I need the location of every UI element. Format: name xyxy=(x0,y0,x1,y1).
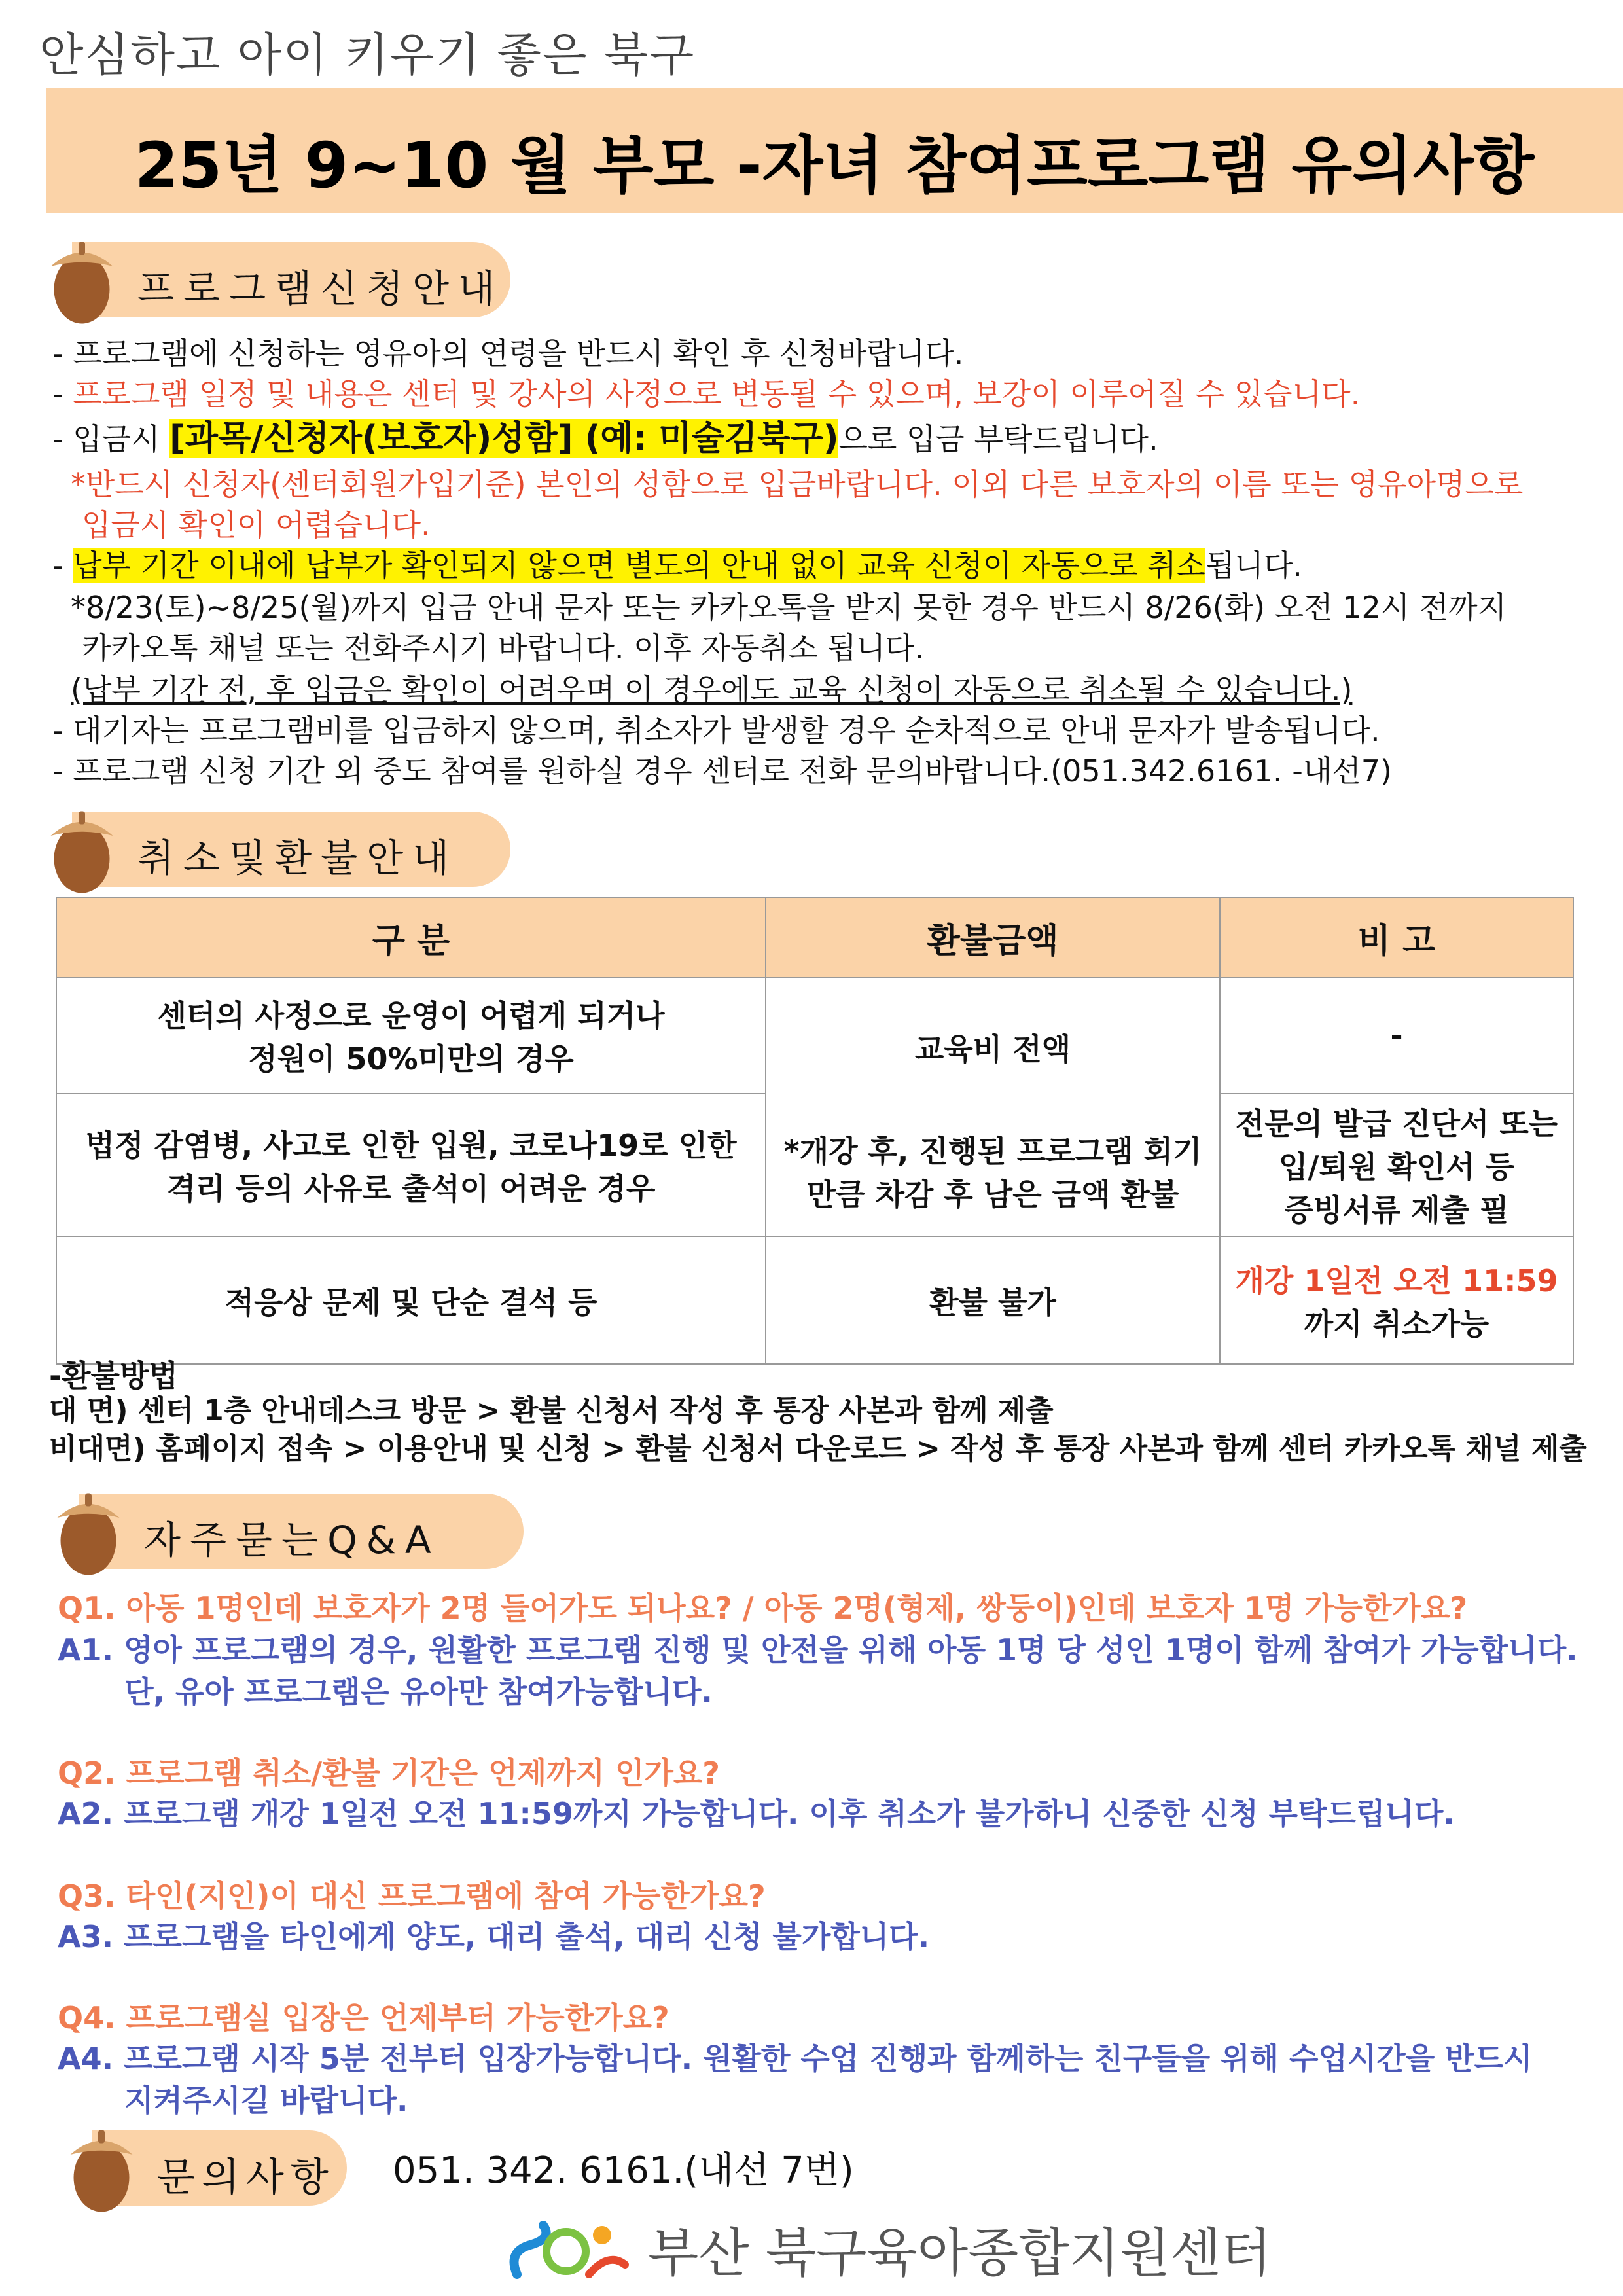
table-row xyxy=(56,977,1573,1094)
acorn-icon xyxy=(39,230,124,329)
table-cell: 센터의 사정으로 운영이 어렵게 되거나 정원이 50%미만의 경우 xyxy=(56,977,766,1094)
section-header-contact xyxy=(92,2130,347,2206)
section-title: 문의사항 xyxy=(157,2155,335,2200)
section-header-refund xyxy=(72,812,510,887)
apply-line-11: - 프로그램 신청 기간 외 중도 참여를 원하실 경우 센터로 전화 문의바랍니다.(051.342.6161. -내선7) xyxy=(52,753,1392,789)
table-header-row xyxy=(56,897,1573,977)
apply-line-6: - 납부 기간 이내에 납부가 확인되지 않으면 별도의 안내 없이 교육 신청이 자동으로 취소됩니다. xyxy=(52,548,1302,583)
section-title: 취소및환불안내 xyxy=(137,836,459,880)
apply-line-5: 입금시 확인이 어렵습니다. xyxy=(82,507,431,543)
apply-line-10: - 대기자는 프로그램비를 입금하지 않으며, 취소자가 발생할 경우 순차적으로 안내 문자가 발송됩니다. xyxy=(52,713,1380,748)
contact-phone: 051. 342. 6161.(내선 7번) xyxy=(393,2149,854,2192)
table-cell: 교육비 전액 *개강 후, 진행된 프로그램 회기 만큼 차감 후 남은 금액 환불 xyxy=(766,977,1220,1236)
acorn-icon xyxy=(39,800,124,898)
acorn-icon xyxy=(46,1482,131,1580)
center-logo-icon xyxy=(504,2212,635,2284)
faq-question-2: Q2. 프로그램 취소/환불 기간은 언제까지 인가요? xyxy=(58,1755,720,1791)
faq-question-3: Q3. 타인(지인)이 대신 프로그램에 참여 가능한가요? xyxy=(58,1878,766,1914)
apply-line-7: *8/23(토)~8/25(월)까지 입금 안내 문자 또는 카카오톡을 받지 못한 경우 반드시 8/26(화) 오전 12시 전까지 xyxy=(71,590,1507,625)
column-header: 환불금액 xyxy=(766,897,1220,977)
top-slogan: 안심하고 아이 키우기 좋은 북구 xyxy=(39,28,696,82)
table-cell: 법정 감염병, 사고로 인한 입원, 코로나19로 인한 격리 등의 사유로 출석이 어려운 경우 xyxy=(56,1094,766,1236)
faq-question-1: Q1. 아동 1명인데 보호자가 2명 들어가도 되나요? / 아동 2명(형제, 쌍둥이)인데 보호자 1명 가능한가요? xyxy=(58,1590,1468,1626)
table-cell: 적응상 문제 및 단순 결석 등 xyxy=(56,1236,766,1364)
refund-method-line-2: 비대면) 홈페이지 접속 > 이용안내 및 신청 > 환불 신청서 다운로드 > 작성 후 통장 사본과 함께 센터 카카오톡 채널 제출 xyxy=(49,1432,1587,1465)
page-title: 25년 9~10 월 부모 -자녀 참여프로그램 유의사항 xyxy=(134,129,1535,202)
table-cell: 전문의 발급 진단서 또는 입/퇴원 확인서 등 증빙서류 제출 필 xyxy=(1220,1094,1573,1236)
section-header-faq xyxy=(79,1494,524,1569)
faq-answer-2: A2. 프로그램 개강 1일전 오전 11:59까지 가능합니다. 이후 취소가 불가하니 신중한 신청 부탁드립니다. xyxy=(58,1796,1455,1831)
section-title: 자주묻는Q&A xyxy=(144,1518,440,1562)
faq-answer-4-cont: 지켜주시길 바랍니다. xyxy=(124,2083,408,2118)
refund-method-title: -환불방법 xyxy=(49,1358,178,1393)
table-row xyxy=(56,1236,1573,1364)
faq-question-4: Q4. 프로그램실 입장은 언제부터 가능한가요? xyxy=(58,2000,669,2036)
title-banner xyxy=(46,88,1623,213)
apply-line-2: - 프로그램 일정 및 내용은 센터 및 강사의 사정으로 변동될 수 있으며, 보강이 이루어질 수 있습니다. xyxy=(52,376,1361,412)
table-cell: - xyxy=(1220,977,1573,1094)
refund-method-line-1: 대 면) 센터 1층 안내데스크 방문 > 환불 신청서 작성 후 통장 사본과 함께 제출 xyxy=(49,1394,1054,1427)
section-header-apply xyxy=(72,242,510,317)
apply-line-3: - 입금시 [과목/신청자(보호자)성함] (예: 미술김북구)으로 입금 부탁드립니다. xyxy=(52,419,1158,458)
faq-answer-1-cont: 단, 유아 프로그램은 유아만 참여가능합니다. xyxy=(124,1674,713,1710)
footer-org-name: 부산 북구육아종합지원센터 xyxy=(648,2223,1272,2284)
column-header: 비 고 xyxy=(1220,897,1573,977)
refund-table xyxy=(56,897,1574,1365)
faq-answer-3: A3. 프로그램을 타인에게 양도, 대리 출석, 대리 신청 불가합니다. xyxy=(58,1919,930,1954)
apply-line-9: (납부 기간 전, 후 입금은 확인이 어려우며 이 경우에도 교육 신청이 자동으로 취소될 수 있습니다.) xyxy=(71,672,1353,708)
table-cell: 환불 불가 xyxy=(766,1236,1220,1364)
faq-answer-4: A4. 프로그램 시작 5분 전부터 입장가능합니다. 원활한 수업 진행과 함께하는 친구들을 위해 수업시간을 반드시 xyxy=(58,2041,1533,2076)
section-title: 프로그램신청안내 xyxy=(137,266,505,311)
acorn-icon xyxy=(59,2119,144,2217)
table-cell: 개강 1일전 오전 11:59 까지 취소가능 xyxy=(1220,1236,1573,1364)
apply-line-1: - 프로그램에 신청하는 영유아의 연령을 반드시 확인 후 신청바랍니다. xyxy=(52,336,964,371)
apply-line-8: 카카오톡 채널 또는 전화주시기 바랍니다. 이후 자동취소 됩니다. xyxy=(82,630,924,666)
faq-answer-1: A1. 영아 프로그램의 경우, 원활한 프로그램 진행 및 안전을 위해 아동 1명 당 성인 1명이 함께 참여가 가능합니다. xyxy=(58,1632,1578,1668)
apply-line-4: *반드시 신청자(센터회원가입기준) 본인의 성함으로 입금바랍니다. 이외 다른 보호자의 이름 또는 영유아명으로 xyxy=(71,467,1524,502)
column-header: 구 분 xyxy=(56,897,766,977)
